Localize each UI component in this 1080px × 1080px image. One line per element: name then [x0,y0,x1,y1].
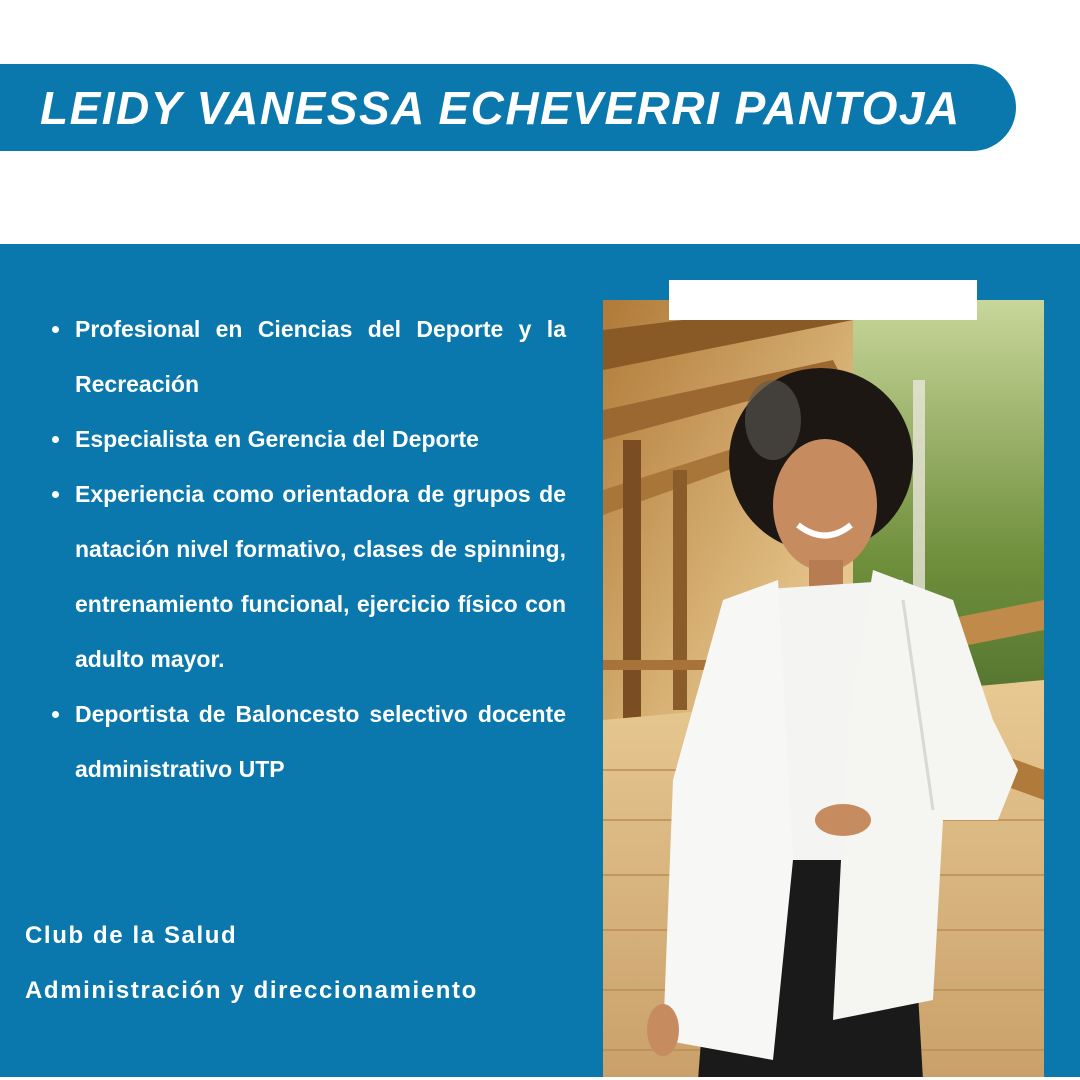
bullet-dot-icon [52,711,59,718]
photo-tab-decoration [669,280,977,320]
bullet-text: Experiencia como orientadora de grupos de natación nivel formativo, clases de spinning, entrenamiento funcional, ejercicio físico con adulto mayor. [75,481,566,672]
footer-block [25,908,478,1018]
role-title: Administración y direccionamiento [25,977,478,1004]
club-name: Club de la Salud [25,922,238,949]
bullet-text: Profesional en Ciencias del Deporte y la Recreación [75,316,566,397]
profile-bullet-list [50,302,566,797]
bullet-item [50,687,566,797]
person-name: LEIDY VANESSA ECHEVERRI PANTOJA [40,81,961,134]
name-banner [0,64,1016,151]
bullet-text: Especialista en Gerencia del Deporte [75,426,479,452]
portrait-photo [603,300,1044,1080]
bullet-text: Deportista de Baloncesto selectivo docente administrativo UTP [75,701,566,782]
bullet-dot-icon [52,436,59,443]
bullet-item [50,412,566,467]
bullet-dot-icon [52,491,59,498]
bullet-item [50,302,566,412]
portrait-image [603,300,1044,1080]
bullet-item [50,467,566,687]
bullet-dot-icon [52,326,59,333]
